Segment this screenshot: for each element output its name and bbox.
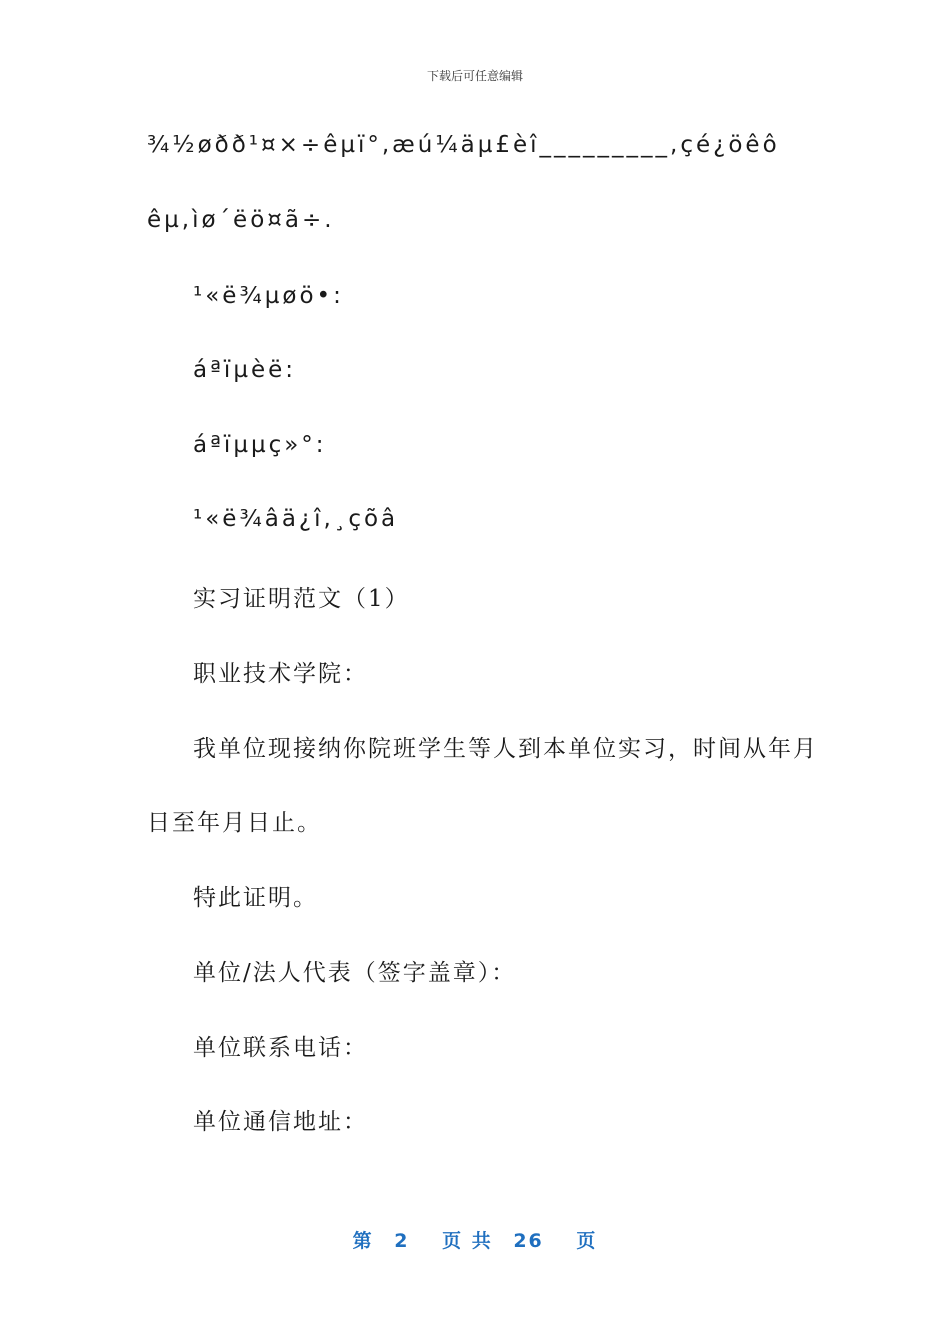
text-line-2: êµ,ìø´ëö¤ã÷. [147, 207, 335, 233]
page-footer [0, 1226, 950, 1253]
text-line-5: áªïµµç»°: [193, 432, 327, 458]
footer-page-number: 2 [394, 1230, 410, 1252]
footer-middle: 页 共 [442, 1230, 493, 1252]
phone-line: 单位联系电话： [193, 1035, 368, 1061]
recipient-line: 职业技术学院： [193, 661, 368, 687]
text-line-4: áªïµèë: [193, 357, 297, 383]
page-header: 下载后可任意编辑 [426, 69, 523, 83]
document-heading: 实习证明范文（1） [193, 586, 410, 612]
text-line-6: ¹«ë¾âä¿î,¸çõâ [193, 506, 399, 532]
certify-line: 特此证明。 [193, 885, 318, 911]
text-line-3: ¹«ë¾µøö•: [193, 283, 344, 309]
body-line-1: 我单位现接纳你院班学生等人到本单位实习，时间从年月 [193, 736, 818, 762]
footer-suffix: 页 [576, 1230, 598, 1252]
address-line: 单位通信地址： [193, 1109, 368, 1135]
footer-prefix: 第 [352, 1230, 374, 1252]
signature-line: 单位/法人代表（签字盖章）： [193, 960, 517, 986]
footer-total-pages: 26 [513, 1230, 544, 1252]
body-line-2: 日至年月日止。 [147, 810, 322, 836]
text-line-1: ¾½øðð¹¤×÷êµï°,æú¼äµ£èî_________,çé¿öêô [147, 132, 780, 158]
